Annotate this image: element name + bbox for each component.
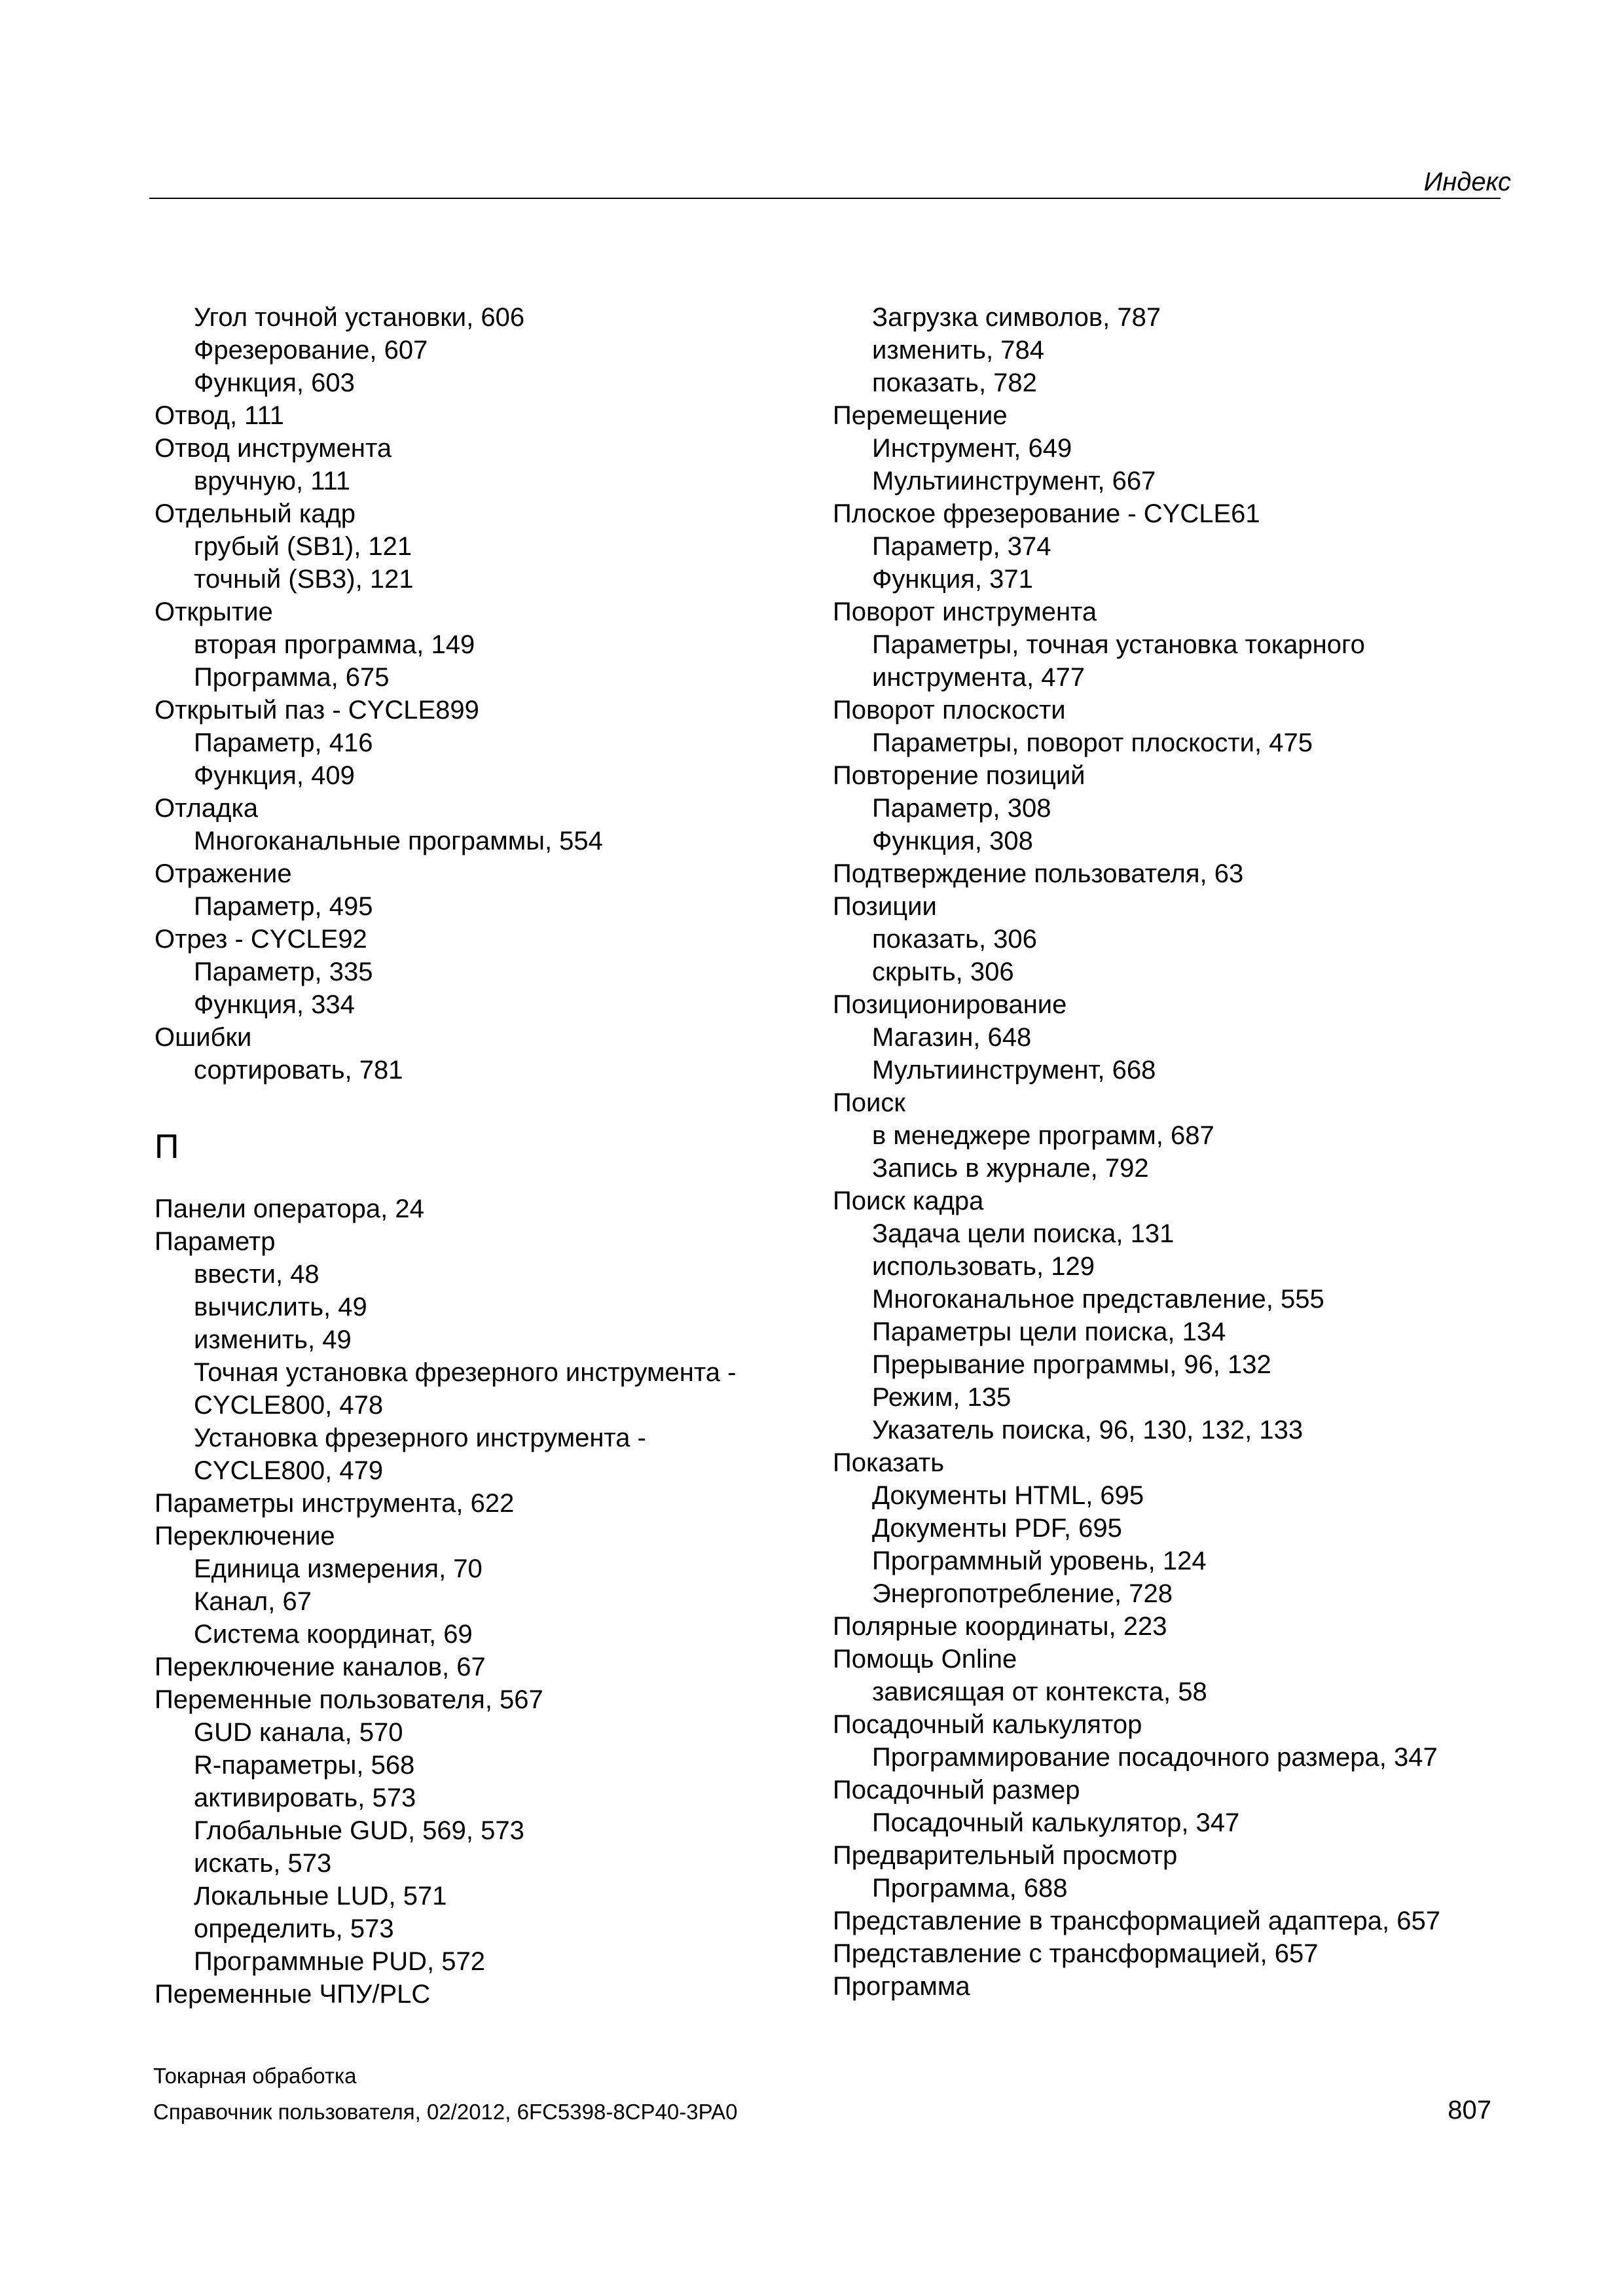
index-block-right — [833, 301, 1514, 2003]
index-entry: Отвод, 111 — [155, 401, 284, 430]
index-entry: Предварительный просмотр — [833, 1841, 1178, 1870]
index-entry: Поворот инструмента — [833, 598, 1097, 626]
index-subentry: Программа, 688 — [872, 1874, 1068, 1903]
index-entry: Подтверждение пользователя, 63 — [833, 859, 1244, 888]
index-entry: Повторение позиций — [833, 761, 1085, 790]
index-entry: Открытый паз - CYCLE899 — [155, 696, 479, 725]
header-rule — [149, 198, 1501, 199]
index-subentry: показать, 306 — [872, 925, 1037, 954]
index-entry: Отвод инструмента — [155, 434, 392, 463]
index-entry: Программа — [833, 1972, 970, 2001]
index-subentry: точный (SB3), 121 — [194, 565, 414, 594]
footer-reference: Справочник пользователя, 02/2012, 6FC5398-8CP40-3PA0 — [153, 2100, 738, 2124]
index-subentry: определить, 573 — [194, 1914, 394, 1943]
index-subentry: ввести, 48 — [194, 1260, 319, 1289]
index-subentry: Многоканальные программы, 554 — [194, 827, 603, 855]
index-subentry: Загрузка символов, 787 — [872, 303, 1161, 332]
index-entry: Отладка — [155, 794, 259, 823]
index-subentry: инструмента, 477 — [872, 663, 1085, 692]
index-block-1 — [155, 301, 822, 1086]
index-letter-heading: П — [155, 1128, 179, 1166]
index-subentry: Функция, 371 — [872, 565, 1033, 594]
index-entry: Параметр — [155, 1227, 276, 1256]
index-entry: Панели оператора, 24 — [155, 1194, 424, 1223]
index-entry: Позиционирование — [833, 990, 1067, 1019]
index-subentry: Глобальные GUD, 569, 573 — [194, 1816, 524, 1845]
index-subentry: Программирование посадочного размера, 347 — [872, 1743, 1438, 1772]
index-subentry: Посадочный калькулятор, 347 — [872, 1808, 1240, 1837]
index-entry: Позиции — [833, 892, 937, 921]
index-subentry: GUD канала, 570 — [194, 1718, 403, 1747]
index-subentry: Функция, 308 — [872, 827, 1033, 855]
index-subentry: использовать, 129 — [872, 1252, 1095, 1281]
index-entry: Показать — [833, 1448, 945, 1477]
index-entry: Переключение — [155, 1522, 335, 1551]
index-column-left — [155, 301, 822, 2011]
index-subentry: Фрезерование, 607 — [194, 336, 428, 365]
index-subentry: Единица измерения, 70 — [194, 1554, 483, 1583]
index-entry: Поворот плоскости — [833, 696, 1066, 725]
index-subentry: Функция, 603 — [194, 368, 355, 397]
index-subentry: Документы PDF, 695 — [872, 1514, 1122, 1543]
index-subentry: Параметры, точная установка токарного — [872, 630, 1365, 659]
index-subentry: Параметр, 335 — [194, 958, 373, 986]
index-subentry: Точная установка фрезерного инструмента - — [194, 1358, 737, 1387]
index-block-2 — [155, 1193, 822, 2011]
index-subentry: Энергопотребление, 728 — [872, 1579, 1173, 1608]
index-subentry: в менеджере программ, 687 — [872, 1121, 1214, 1150]
index-subentry: Локальные LUD, 571 — [194, 1882, 447, 1910]
index-subentry: Программа, 675 — [194, 663, 390, 692]
index-subentry: вторая программа, 149 — [194, 630, 475, 659]
index-subentry: Параметр, 374 — [872, 532, 1051, 561]
index-entry: Представление в трансформацией адаптера, 657 — [833, 1907, 1440, 1935]
index-entry: Плоское фрезерование - CYCLE61 — [833, 499, 1260, 528]
index-entry: Переменные ЧПУ/PLC — [155, 1980, 431, 2009]
index-subentry: Документы HTML, 695 — [872, 1481, 1144, 1510]
index-entry: Перемещение — [833, 401, 1008, 430]
index-subentry: Система координат, 69 — [194, 1620, 473, 1649]
index-subentry: CYCLE800, 479 — [194, 1456, 384, 1485]
index-entry: Поиск кадра — [833, 1187, 984, 1215]
index-subentry: Многоканальное представление, 555 — [872, 1285, 1324, 1314]
page-header-title: Индекс — [1423, 168, 1511, 196]
index-subentry: изменить, 49 — [194, 1325, 352, 1354]
index-entry: Посадочный калькулятор — [833, 1710, 1142, 1739]
index-subentry: Канал, 67 — [194, 1587, 312, 1616]
index-subentry: сортировать, 781 — [194, 1056, 403, 1085]
index-subentry: Мультиинструмент, 668 — [872, 1056, 1156, 1085]
index-entry: Отдельный кадр — [155, 499, 356, 528]
footer-book-title: Токарная обработка — [153, 2064, 357, 2088]
index-subentry: Функция, 334 — [194, 990, 355, 1019]
index-subentry: Магазин, 648 — [872, 1023, 1032, 1052]
index-subentry: Параметр, 308 — [872, 794, 1051, 823]
index-entry: Переключение каналов, 67 — [155, 1653, 486, 1681]
index-subentry: R-параметры, 568 — [194, 1751, 415, 1780]
index-subentry: Параметры, поворот плоскости, 475 — [872, 728, 1313, 757]
index-entry: Отрез - CYCLE92 — [155, 925, 367, 954]
index-subentry: показать, 782 — [872, 368, 1037, 397]
index-subentry: вычислить, 49 — [194, 1293, 367, 1321]
index-subentry: Режим, 135 — [872, 1383, 1012, 1412]
index-entry: Посадочный размер — [833, 1776, 1080, 1804]
index-entry: Отражение — [155, 859, 292, 888]
index-entry: Поиск — [833, 1088, 905, 1117]
index-subentry: Параметр, 416 — [194, 728, 373, 757]
index-subentry: вручную, 111 — [194, 467, 351, 495]
index-entry: Открытие — [155, 598, 273, 626]
index-subentry: Программные PUD, 572 — [194, 1947, 485, 1976]
index-entry: Представление с трансформацией, 657 — [833, 1939, 1319, 1968]
index-subentry: Установка фрезерного инструмента - — [194, 1424, 646, 1452]
index-subentry: искать, 573 — [194, 1849, 332, 1878]
index-entry: Переменные пользователя, 567 — [155, 1685, 543, 1714]
index-subentry: Параметры цели поиска, 134 — [872, 1318, 1226, 1346]
index-subentry: Программный уровень, 124 — [872, 1547, 1207, 1575]
index-subentry: Указатель поиска, 96, 130, 132, 133 — [872, 1416, 1304, 1444]
index-subentry: Задача цели поиска, 131 — [872, 1219, 1175, 1248]
index-subentry: Функция, 409 — [194, 761, 355, 790]
index-subentry: Мультиинструмент, 667 — [872, 467, 1156, 495]
index-subentry: активировать, 573 — [194, 1784, 416, 1812]
index-subentry: Угол точной установки, 606 — [194, 303, 525, 332]
index-entry: Помощь Online — [833, 1645, 1017, 1674]
index-entry: Полярные координаты, 223 — [833, 1612, 1167, 1641]
index-subentry: изменить, 784 — [872, 336, 1044, 365]
index-entry: Ошибки — [155, 1023, 252, 1052]
page-number: 807 — [1448, 2096, 1491, 2125]
index-subentry: Запись в журнале, 792 — [872, 1154, 1149, 1183]
index-subentry: скрыть, 306 — [872, 958, 1014, 986]
index-subentry: Параметр, 495 — [194, 892, 373, 921]
index-subentry: Инструмент, 649 — [872, 434, 1072, 463]
index-subentry: грубый (SB1), 121 — [194, 532, 412, 561]
index-entry: Параметры инструмента, 622 — [155, 1489, 515, 1518]
index-subentry: CYCLE800, 478 — [194, 1391, 384, 1420]
index-column-right — [833, 301, 1514, 2003]
index-subentry: зависящая от контекста, 58 — [872, 1677, 1207, 1706]
index-subentry: Прерывание программы, 96, 132 — [872, 1350, 1271, 1379]
